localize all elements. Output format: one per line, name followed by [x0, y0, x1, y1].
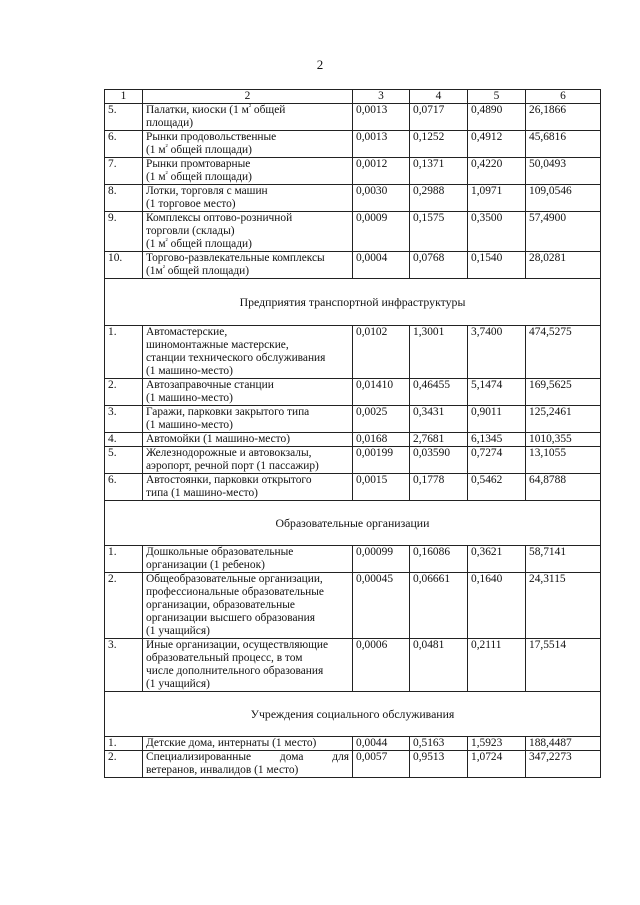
row-number: 9.	[105, 212, 143, 252]
value-c6: 109,0546	[526, 185, 601, 212]
value-c5: 6,1345	[468, 433, 526, 447]
row-number: 2.	[105, 751, 143, 778]
description-line: Дошкольные образовательные	[146, 546, 294, 558]
superscript-two: ²	[162, 263, 165, 272]
value-c5: 0,9011	[468, 406, 526, 433]
value-c6: 64,8788	[526, 474, 601, 501]
table-row	[105, 185, 601, 212]
row-description	[143, 185, 353, 212]
header-cell: 4	[410, 90, 468, 104]
value-c6: 28,0281	[526, 252, 601, 279]
value-c3: 0,0030	[353, 185, 410, 212]
description-line: Автомастерские,	[146, 326, 228, 338]
row-description	[143, 158, 353, 185]
row-number: 10.	[105, 252, 143, 279]
row-number: 5.	[105, 447, 143, 474]
superscript-two: ²	[165, 169, 168, 178]
row-description	[143, 433, 353, 447]
table-header-row	[105, 90, 601, 104]
table-row	[105, 212, 601, 252]
value-c5: 0,4220	[468, 158, 526, 185]
description-line: (1 учащийся)	[146, 625, 210, 637]
header-cell: 6	[526, 90, 601, 104]
value-c5: 3,7400	[468, 326, 526, 379]
value-c4: 1,3001	[410, 326, 468, 379]
value-c3: 0,0006	[353, 639, 410, 692]
table-row	[105, 751, 601, 778]
table-row	[105, 326, 601, 379]
description-line: (1 машино-место)	[146, 365, 233, 377]
row-number: 1.	[105, 546, 143, 573]
description-line: Торгово-развлекательные комплексы	[146, 252, 325, 264]
value-c3: 0,0168	[353, 433, 410, 447]
description-line: Комплексы оптово-розничной	[146, 212, 293, 224]
value-c3: 0,0044	[353, 737, 410, 751]
description-line: организации высшего образования	[146, 612, 315, 624]
value-c4: 0,16086	[410, 546, 468, 573]
value-c6: 57,4900	[526, 212, 601, 252]
description-line: ветеранов, инвалидов (1 место)	[146, 764, 299, 776]
row-description	[143, 447, 353, 474]
row-number: 3.	[105, 639, 143, 692]
value-c4: 0,0768	[410, 252, 468, 279]
description-line: Специализированные дома для	[146, 751, 349, 763]
header-cell: 1	[105, 90, 143, 104]
value-c3: 0,0057	[353, 751, 410, 778]
row-number: 2.	[105, 573, 143, 639]
value-c6: 17,5514	[526, 639, 601, 692]
description-line: Автомойки (1 машино-место)	[146, 433, 290, 445]
description-line: Рынки продовольственные	[146, 131, 277, 143]
table-row	[105, 406, 601, 433]
row-description	[143, 326, 353, 379]
value-c5: 0,3621	[468, 546, 526, 573]
description-line: Автозаправочные станции	[146, 379, 274, 391]
description-line: (1 $м^{^2}$ общей площади)	[146, 142, 252, 156]
table-row	[105, 447, 601, 474]
row-description	[143, 252, 353, 279]
value-c3: 0,0004	[353, 252, 410, 279]
value-c4: 0,0481	[410, 639, 468, 692]
value-c6: 125,2461	[526, 406, 601, 433]
value-c5: 0,4912	[468, 131, 526, 158]
description-line: (1 учащийся)	[146, 678, 210, 690]
table-row	[105, 104, 601, 131]
section-title: Предприятия транспортной инфраструктуры	[105, 279, 601, 326]
description-line: Иные организации, осуществляющие	[146, 639, 329, 651]
description-line: типа (1 машино-место)	[146, 487, 258, 499]
row-description	[143, 639, 353, 692]
value-c6: 13,1055	[526, 447, 601, 474]
value-c6: 50,0493	[526, 158, 601, 185]
superscript-two: ²	[248, 102, 252, 111]
value-c5: 0,7274	[468, 447, 526, 474]
value-c4: 2,7681	[410, 433, 468, 447]
description-line: образовательный процесс, в том	[146, 652, 303, 664]
row-number: 8.	[105, 185, 143, 212]
value-c5: 0,1540	[468, 252, 526, 279]
table-row	[105, 546, 601, 573]
description-line: станции технического обслуживания	[146, 352, 326, 364]
row-description	[143, 546, 353, 573]
description-line: Рынки промтоварные	[146, 158, 251, 170]
value-c4: 0,1778	[410, 474, 468, 501]
value-c5: 1,5923	[468, 737, 526, 751]
value-c4: 0,46455	[410, 379, 468, 406]
value-c3: 0,0012	[353, 158, 410, 185]
header-cell: 2	[143, 90, 353, 104]
header-cell: 5	[468, 90, 526, 104]
table-row	[105, 131, 601, 158]
value-c4: 0,1575	[410, 212, 468, 252]
value-c3: 0,0102	[353, 326, 410, 379]
row-description	[143, 379, 353, 406]
section-row	[105, 501, 601, 546]
description-line: числе дополнительного образования	[146, 665, 324, 677]
value-c4: 0,5163	[410, 737, 468, 751]
table-row	[105, 433, 601, 447]
row-number: 6.	[105, 474, 143, 501]
value-c5: 0,3500	[468, 212, 526, 252]
value-c6: 188,4487	[526, 737, 601, 751]
row-number: 4.	[105, 433, 143, 447]
section-row	[105, 279, 601, 326]
description-line: ($1м^{^2}$ общей площади)	[146, 263, 250, 277]
row-description	[143, 573, 353, 639]
value-c3: 0,00199	[353, 447, 410, 474]
row-description	[143, 474, 353, 501]
value-c5: 0,2111	[468, 639, 526, 692]
row-description	[143, 104, 353, 131]
value-c3: 0,0013	[353, 131, 410, 158]
table-row	[105, 573, 601, 639]
description-line: шиномонтажные мастерские,	[146, 339, 289, 351]
value-c3: 0,00045	[353, 573, 410, 639]
value-c3: 0,01410	[353, 379, 410, 406]
value-c3: 0,0025	[353, 406, 410, 433]
value-c4: 0,03590	[410, 447, 468, 474]
table-row	[105, 158, 601, 185]
row-number: 3.	[105, 406, 143, 433]
value-c4: 0,3431	[410, 406, 468, 433]
table-row	[105, 737, 601, 751]
description-line: Лотки, торговля с машин	[146, 185, 268, 197]
value-c6: 474,5275	[526, 326, 601, 379]
description-line: Палатки, киоски (1 $м^{^2}$ общей	[146, 102, 286, 116]
superscript-two: ²	[165, 142, 168, 151]
description-line: организации (1 ребенок)	[146, 559, 265, 571]
value-c6: 24,3115	[526, 573, 601, 639]
row-description	[143, 212, 353, 252]
header-cell: 3	[353, 90, 410, 104]
value-c3: 0,0015	[353, 474, 410, 501]
emission-table	[104, 89, 601, 778]
value-c4: 0,06661	[410, 573, 468, 639]
page-number: 2	[316, 57, 324, 72]
row-description	[143, 737, 353, 751]
row-description	[143, 131, 353, 158]
row-number: 1.	[105, 737, 143, 751]
description-line: (1 машино-место)	[146, 392, 233, 404]
value-c4: 0,2988	[410, 185, 468, 212]
row-number: 1.	[105, 326, 143, 379]
value-c3: 0,0013	[353, 104, 410, 131]
table-row	[105, 252, 601, 279]
value-c6: 169,5625	[526, 379, 601, 406]
description-line: (1 машино-место)	[146, 419, 233, 431]
value-c5: 1,0971	[468, 185, 526, 212]
value-c4: 0,0717	[410, 104, 468, 131]
value-c4: 0,9513	[410, 751, 468, 778]
row-description	[143, 406, 353, 433]
section-row	[105, 692, 601, 737]
superscript-two: ²	[165, 236, 168, 245]
description-line: Общеобразовательные организации,	[146, 573, 323, 585]
description-line: Автостоянки, парковки открытого	[146, 474, 312, 486]
row-number: 2.	[105, 379, 143, 406]
description-line: аэропорт, речной порт (1 пассажир)	[146, 460, 319, 472]
value-c6: 26,1866	[526, 104, 601, 131]
description-line: торговли (склады)	[146, 225, 235, 237]
row-number: 6.	[105, 131, 143, 158]
value-c6: 45,6816	[526, 131, 601, 158]
description-line: профессиональные образовательные	[146, 586, 324, 598]
description-line: организации, образовательные	[146, 599, 295, 611]
value-c5: 0,4890	[468, 104, 526, 131]
value-c6: 347,2273	[526, 751, 601, 778]
value-c6: 1010,355	[526, 433, 601, 447]
table-row	[105, 474, 601, 501]
value-c6: 58,7141	[526, 546, 601, 573]
description-line: (1 $м^{^2}$ общей площади)	[146, 169, 252, 183]
table-row	[105, 379, 601, 406]
value-c4: 0,1252	[410, 131, 468, 158]
section-title: Учреждения социального обслуживания	[105, 692, 601, 737]
row-description	[143, 751, 353, 778]
description-line: Железнодорожные и автовокзалы,	[146, 447, 312, 459]
table-row	[105, 639, 601, 692]
value-c5: 0,5462	[468, 474, 526, 501]
description-line: Детские дома, интернаты (1 место)	[146, 737, 317, 749]
description-line: (1 торговое место)	[146, 198, 236, 210]
table-body	[105, 90, 601, 778]
value-c3: 0,0009	[353, 212, 410, 252]
row-number: 7.	[105, 158, 143, 185]
description-line: площади)	[146, 117, 193, 129]
value-c4: 0,1371	[410, 158, 468, 185]
section-title: Образовательные организации	[105, 501, 601, 546]
value-c5: 0,1640	[468, 573, 526, 639]
value-c5: 1,0724	[468, 751, 526, 778]
description-line: Гаражи, парковки закрытого типа	[146, 406, 310, 418]
row-number: 5.	[105, 104, 143, 131]
value-c5: 5,1474	[468, 379, 526, 406]
description-line: (1 $м^{^2}$ общей площади)	[146, 236, 252, 250]
value-c3: 0,00099	[353, 546, 410, 573]
